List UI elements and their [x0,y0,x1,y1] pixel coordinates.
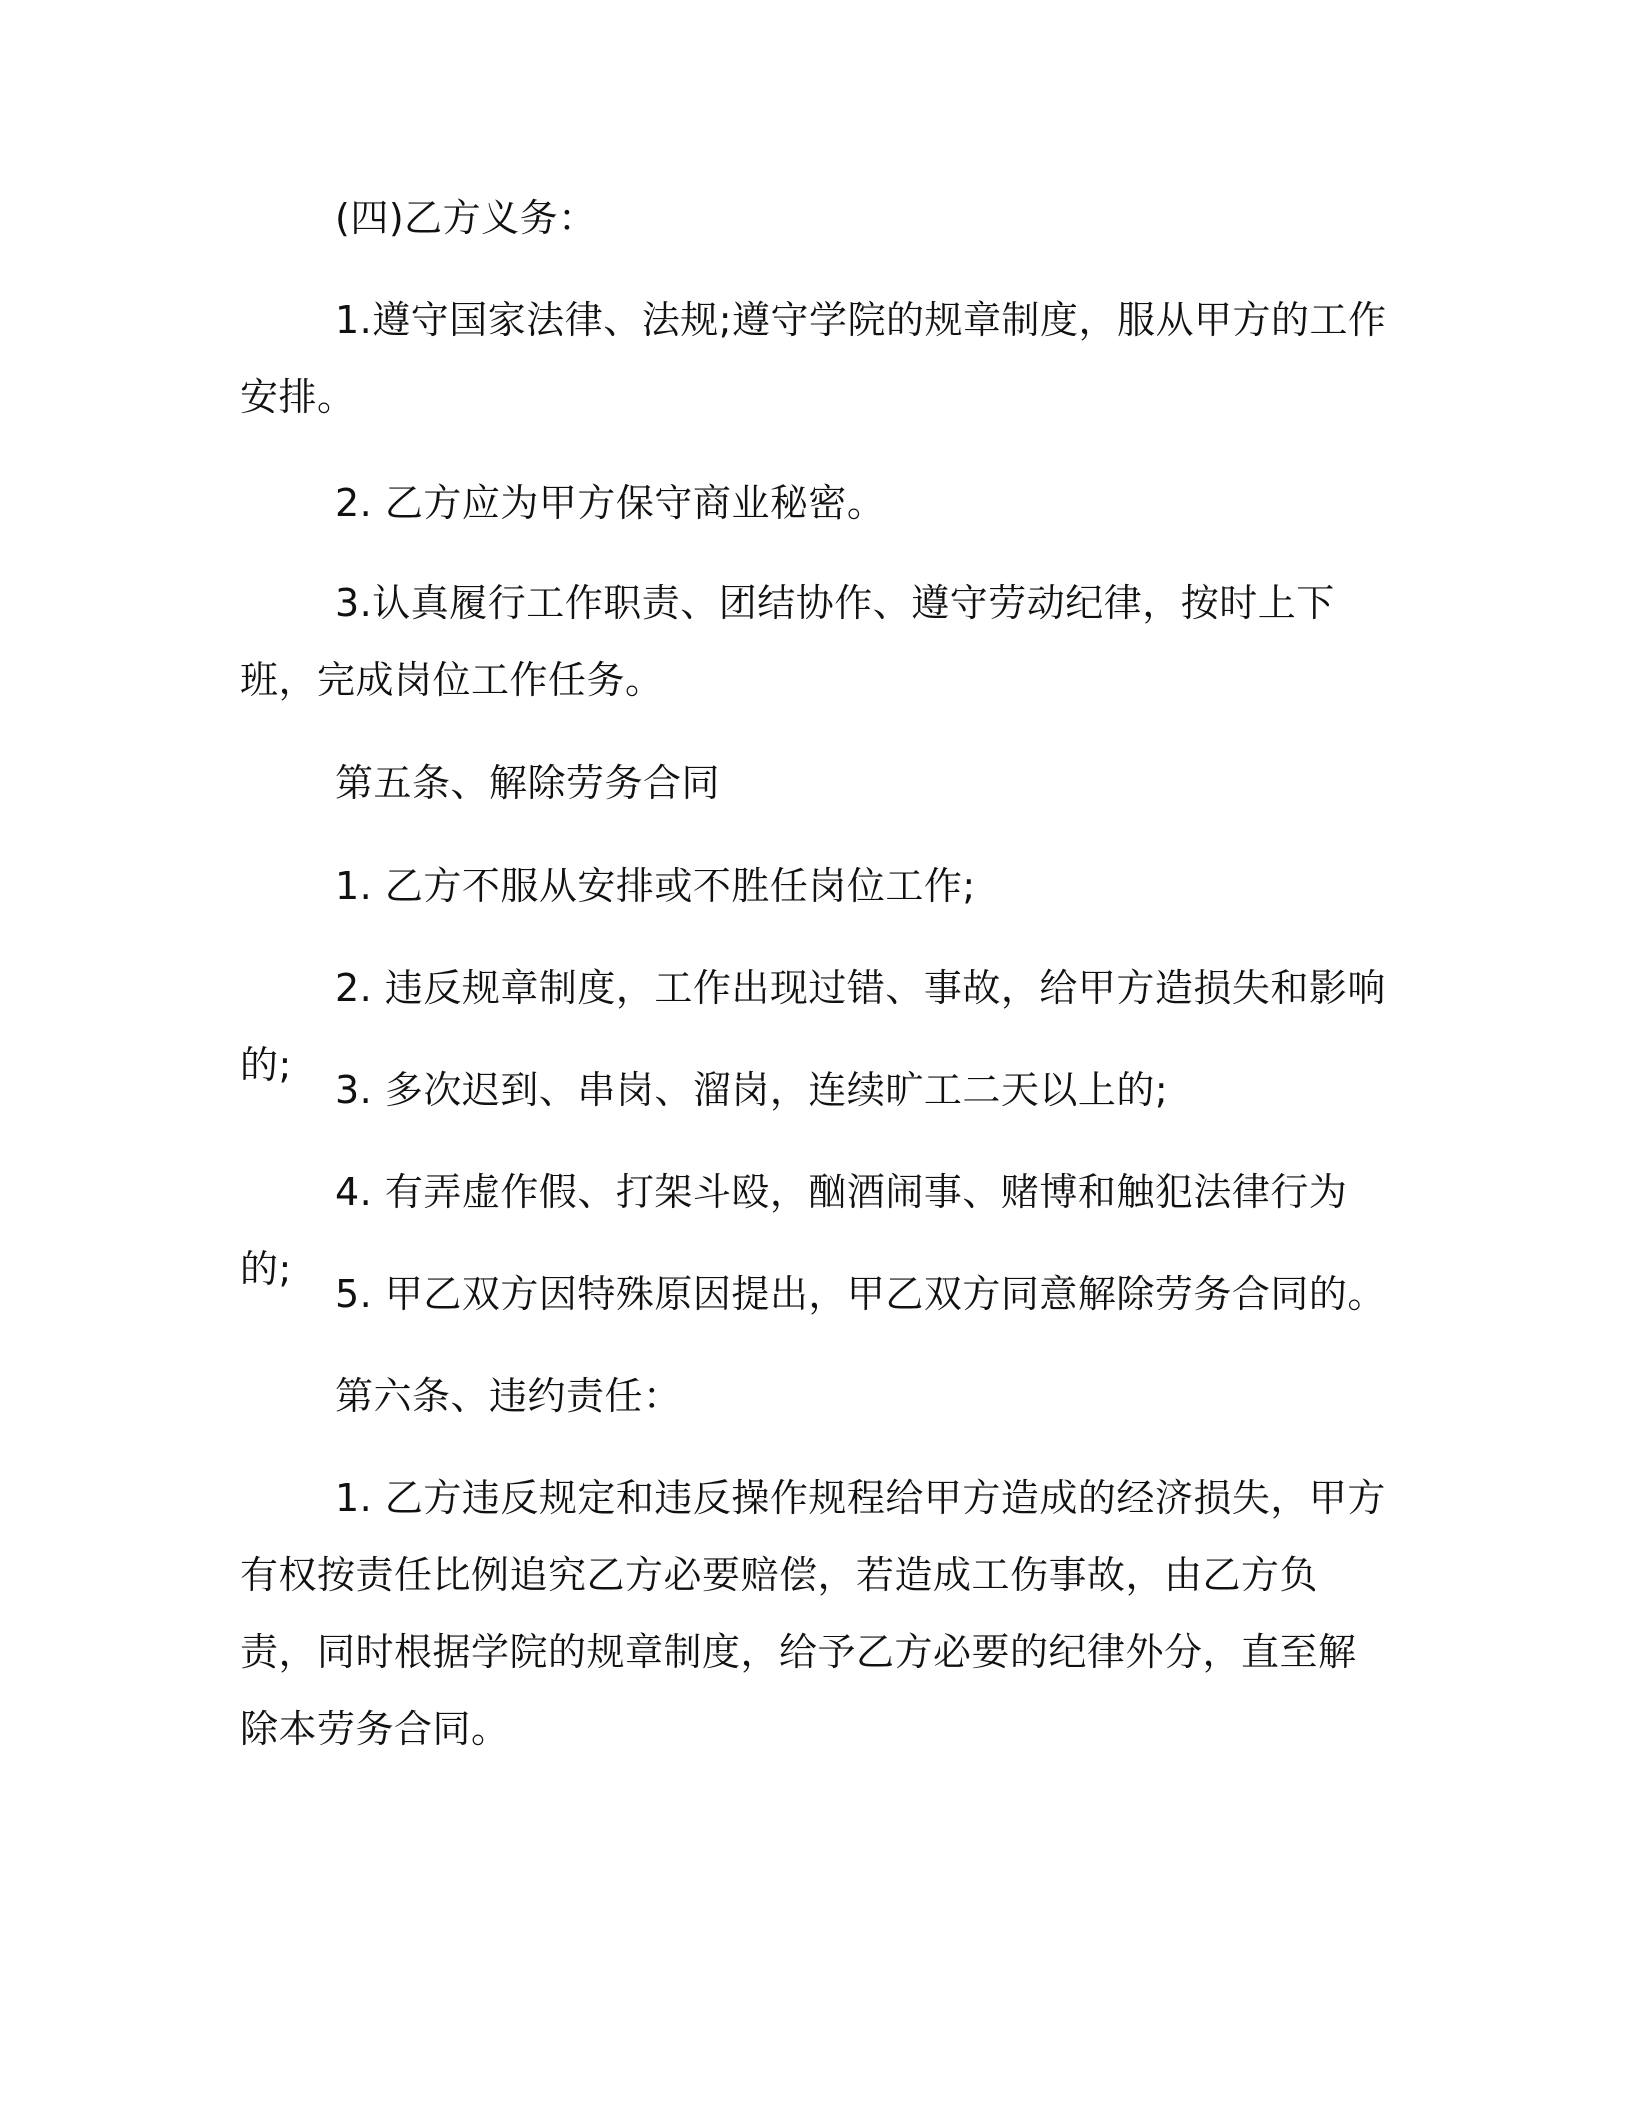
termination-item-3: 3. 多次迟到、串岗、溜岗，连续旷工二天以上的; [335,1068,1169,1112]
termination-item-2: 2. 违反规章制度，工作出现过错、事故，给甲方造损失和影响的; [240,966,1386,1087]
termination-item-1: 1. 乙方不服从安排或不胜任岗位工作; [335,864,976,908]
obligation-item-2: 2. 乙方应为甲方保守商业秘密。 [335,481,886,525]
obligation-item-1: 1.遵守国家法律、法规;遵守学院的规章制度，服从甲方的工作安排。 [240,298,1387,419]
obligation-item-3: 3.认真履行工作职责、团结协作、遵守劳动纪律，按时上下班，完成岗位工作任务。 [240,581,1335,702]
article-6-heading: 第六条、违约责任： [335,1374,682,1418]
termination-item-4: 4. 有弄虚作假、打架斗殴，酗酒闹事、赌博和触犯法律行为的; [240,1170,1348,1291]
liability-item-1: 1. 乙方违反规定和违反操作规程给甲方造成的经济损失，甲方有权按责任比例追究乙方必要赔偿，若造成工伤事故，由乙方负责，同时根据学院的规章制度，给予乙方必要的纪律外分，直至解除本劳务合同。 [240,1476,1386,1751]
article-5-heading: 第五条、解除劳务合同 [335,761,721,805]
termination-item-5: 5. 甲乙双方因特殊原因提出，甲乙双方同意解除劳务合同的。 [335,1272,1386,1316]
section-heading-party-b-obligations: (四)乙方义务： [335,196,597,240]
